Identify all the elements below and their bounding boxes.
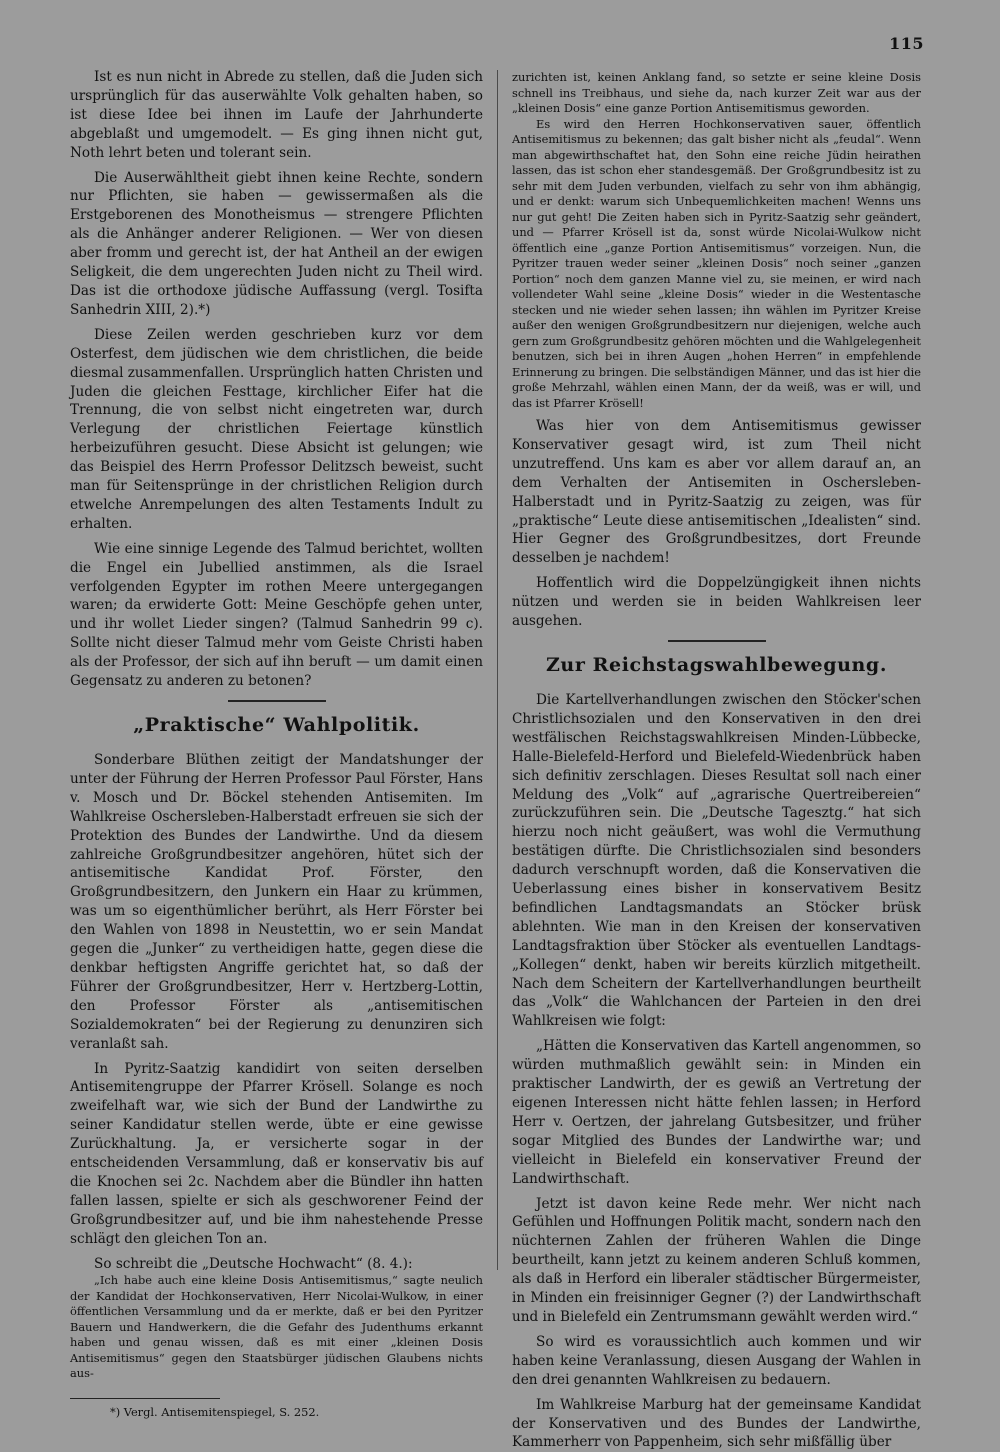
quoted-passage: zurichten ist, keinen Anklang fand, so setzte er seine kleine Dosis schnell ins Treibhaus, und siehe da, nach kurzer Zeit war aus der „kleinen Dosis“ eine ganze Portion Antisemitismus geworden. <box>512 70 921 115</box>
paragraph: Die Auserwähltheit giebt ihnen keine Rechte, sondern nur Pflichten, sie haben — gewissermaßen als die Erstgeborenen des Monotheismus — strengere Pflichten als die Anhänger anderer Religionen. — Wer von diesen aber fromm und gerecht ist, der hat Antheil an der ewigen Seligkeit, die dem ungerechten Juden nicht zu Theil wird. Das ist die orthodoxe jüdische Auffassung (vergl. Tosifta Sanhedrin XIII, 2).*) <box>70 169 483 318</box>
left-column <box>70 68 483 1420</box>
section-heading: „Praktische“ Wahlpolitik. <box>133 714 420 736</box>
paragraph: So schreibt die „Deutsche Hochwacht“ (8. 4.): <box>94 1255 413 1272</box>
footnote-divider <box>70 1398 220 1399</box>
paragraph: Was hier von dem Antisemitismus gewisser Konservativer gesagt wird, ist zum Theil nicht unzutreffend. Uns kam es aber vor allem darauf an, an dem Verhalten der Antisemiten in Oschersleben-Halberstadt und in Pyritz-Saatzig zu zeigen, was für „praktische“ Leute diese antisemitischen „Idealisten“ sind. Hier Gegner des Großgrundbesitzes, dort Freunde desselben je nachdem! <box>512 418 921 567</box>
paragraph: So wird es voraussichtlich auch kommen und wir haben keine Veranlassung, diesen Ausgang der Wahlen in den drei genannten Wahlkreisen zu bedauern. <box>512 1333 921 1388</box>
right-column <box>512 70 921 1452</box>
paragraph: Diese Zeilen werden geschrieben kurz vor dem Osterfest, dem jüdischen wie dem christlichen, die beide diesmal zusammenfallen. Ursprünglich hatten Christen und Juden die gleichen Festtage, kirchlicher Eifer hat die Trennung, die von selbst nicht eingetreten war, durch Verlegung der christlichen Feiertage künstlich herbeizuführen gesucht. Diese Absicht ist gelungen; wie das Beispiel des Herrn Professor Delitzsch beweist, sucht man für Seitensprünge in der christlichen Religion durch etwelche Anrempelungen des alten Testaments Indult zu erhalten. <box>70 326 483 532</box>
paragraph: In Pyritz-Saatzig kandidirt von seiten derselben Antisemitengruppe der Pfarrer Krösell. Solange es noch zweifelhaft war, wie sich der Bund der Landwirthe zu seiner Kandidatur stellen werde, übte er eine gewisse Zurückhaltung. Ja, er versicherte sogar in der entscheidenden Versammlung, daß er konservativ bis auf die Knochen sei 2c. Nachdem aber die Bündler ihn hatten fallen lassen, spielte er sich als geschworener Feind der Großgrundbesitzer auf, und bie ihm nahestehende Presse schlägt den gleichen Ton an. <box>70 1060 483 1247</box>
section-heading: Zur Reichstagswahlbewegung. <box>545 653 888 676</box>
paragraph: Jetzt ist davon keine Rede mehr. Wer nicht nach Gefühlen und Hoffnungen Politik macht, sondern nach den nüchternen Zahlen der früheren Wahlen die Dinge beurtheilt, kann jetzt zu keinem anderen Schluß kommen, als daß in Herford ein liberaler städtischer Bürgermeister, in Minden ein freisinniger Gegner (?) der Landwirthschaft und in Bielefeld ein Zentrumsmann gewählt werden wird.“ <box>512 1195 921 1325</box>
section-divider <box>228 700 326 702</box>
column-divider <box>497 70 498 1270</box>
paragraph: Wie eine sinnige Legende des Talmud berichtet, wollten die Engel ein Jubellied anstimmen, als die Israel verfolgenden Egypter im rothen Meere untergegangen waren; da erwiderte Gott: Meine Geschöpfe gehen unter, und ihr wollet Lieder singen? (Talmud Sanhedrin 99 c). Sollte nicht dieser Talmud mehr vom Geiste Christi haben als der Professor, der sich auf ihn beruft — um damit einen Gegensatz zu anderen zu betonen? <box>70 540 483 690</box>
paragraph: Die Kartellverhandlungen zwischen den Stöcker'schen Christlichsozialen und den Konservativen in den drei westfälischen Reichstagswahlkreisen Minden-Lübbecke, Halle-Bielefeld-Herford und Bielefeld-Wiedenbrück haben sich definitiv zerschlagen. Dieses Resultat soll nach einer Meldung des „Volk“ auf „agrarische Quertreibereien“ zurückzuführen sein. Die „Deutsche Tagesztg.“ hat sich hierzu noch nicht geäußert, was wohl die Vermuthung bestätigen dürfte. Die Christlichsozialen sind besonders dadurch verschnupft worden, daß die Konservativen die Ueberlassung eines bisher in konservativem Besitz befindlichen Landtagsmandats an Stöcker brüsk ablehnten. Wie man in den Kreisen der konservativen Landtagsfraktion über Stöcker als eventuellen Landtags-„Kollegen“ denkt, haben wir bereits kürzlich mitgetheilt. Nach dem Scheitern der Kartellverhandlungen beurtheilt das „Volk“ die Wahlchancen der Parteien in den drei Wahlkreisen wie folgt: <box>512 691 921 1030</box>
paragraph: Ist es nun nicht in Abrede zu stellen, daß die Juden sich ursprünglich für das auserwählte Volk gehalten haben, so ist diese Idee bei ihnen im Laufe der Jahrhunderte abgeblaßt und umgemodelt. — Es ging ihnen nicht gut, Noth lehrt beten und tolerant sein. <box>70 69 483 161</box>
paragraph: Hoffentlich wird die Doppelzüngigkeit ihnen nichts nützen und werden sie in beiden Wahlkreisen leer ausgehen. <box>512 575 921 630</box>
section-divider <box>668 640 766 642</box>
paragraph: „Hätten die Konservativen das Kartell angenommen, so würden muthmaßlich gewählt sein: in Minden ein praktischer Landwirth, der es gewiß an Vertretung der eigenen Interessen nicht hätte fehlen lassen; in Herford Herr v. Oertzen, der jahrelang Gutsbesitzer, und früher sogar Mitglied des Bundes der Landwirthe war; und vielleicht in Bielefeld ein konservativer Freund der Landwirthschaft. <box>512 1038 921 1187</box>
paragraph: Sonderbare Blüthen zeitigt der Mandatshunger der unter der Führung der Herren Professor Paul Förster, Hans v. Mosch und Dr. Böckel stehenden Antisemiten. Im Wahlkreise Oschersleben-Halberstadt erfreuen sie sich der Protektion des Bundes der Landwirthe. Und da diesem zahlreiche Großgrundbesitzer angehören, hütet sich der antisemitische Kandidat Prof. Förster, den Großgrundbesitzern, den Junkern ein Haar zu krümmen, was um so eigenthümlicher berührt, als Herr Förster bei den Wahlen von 1898 in Neustettin, wo er sein Mandat gegen die „Junker“ zu vertheidigen hatte, gegen diese die denkbar heftigsten Angriffe gerichtet hat, so daß der Führer der Großgrundbesitzer, Herr v. Hertzberg-Lottin, den Professor Förster als „antisemitischen Sozialdemokraten“ bei der Regierung zu denunziren sich veranlaßt sah. <box>70 752 483 1052</box>
quoted-passage: „Ich habe auch eine kleine Dosis Antisemitismus,“ sagte neulich der Kandidat der Hochkonservativen, Herr Nicolai-Wulkow, in einer öffentlichen Versammlung und da er merkte, daß er bei den Pyritzer Bauern und Handwerkern, die die Gefahr des Judenthums erkannt haben und genau wissen, daß es mit einer „kleinen Dosis Antisemitismus“ gegen den Staatsbürger jüdischen Glaubens nichts aus- <box>70 1273 483 1381</box>
quoted-passage: Es wird den Herren Hochkonservativen sauer, öffentlich Antisemitismus zu bekennen; das galt bisher nicht als „feudal“. Wenn man abgewirthschaftet hat, den Sohn eine reiche Jüdin heirathen lassen, das ist schon eher standesgemäß. Der Großgrundbesitz ist zu sehr mit dem Juden verbunden, vielfach zu sehr von ihm abhängig, und er denkt: warum sich Unbequemlichkeiten machen! Wenns uns nur gut geht! Die Zeiten haben sich in Pyritz-Saatzig sehr geändert, und — Pfarrer Krösell ist da, sonst würde Nicolai-Wulkow nicht öffentlich eine „ganze Portion Antisemitismus“ vorzeigen. Nun, die Pyritzer trauen weder seiner „kleinen Dosis“ noch seiner „ganzen Portion“ noch dem ganzen Manne viel zu, sie meinen, er wird nach vollendeter Wahl seine „kleine Dosis“ wieder in die Westentasche stecken und nie wieder sehen lassen; ihn wählen im Pyritzer Kreise außer den wenigen Großgrundbesitzern nur diejenigen, welche auch gern zum Großgrundbesitz gehören möchten und die Wahlgelegenheit benutzen, sich bei in ihren Augen „hohen Herren“ in empfehlende Erinnerung zu bringen. Die selbständigen Männer, und das ist hier die große Mehrzahl, wählen einen Mann, der da weiß, was er will, und das ist Pfarrer Krösell! <box>512 116 921 410</box>
page-number: 115 <box>889 34 924 53</box>
paragraph: Im Wahlkreise Marburg hat der gemeinsame Kandidat der Konservativen und des Bundes der Landwirthe, Kammerherr von Pappenheim, sich sehr mißfällig über <box>512 1396 921 1451</box>
footnote: *) Vergl. Antisemitenspiegel, S. 252. <box>110 1404 320 1419</box>
